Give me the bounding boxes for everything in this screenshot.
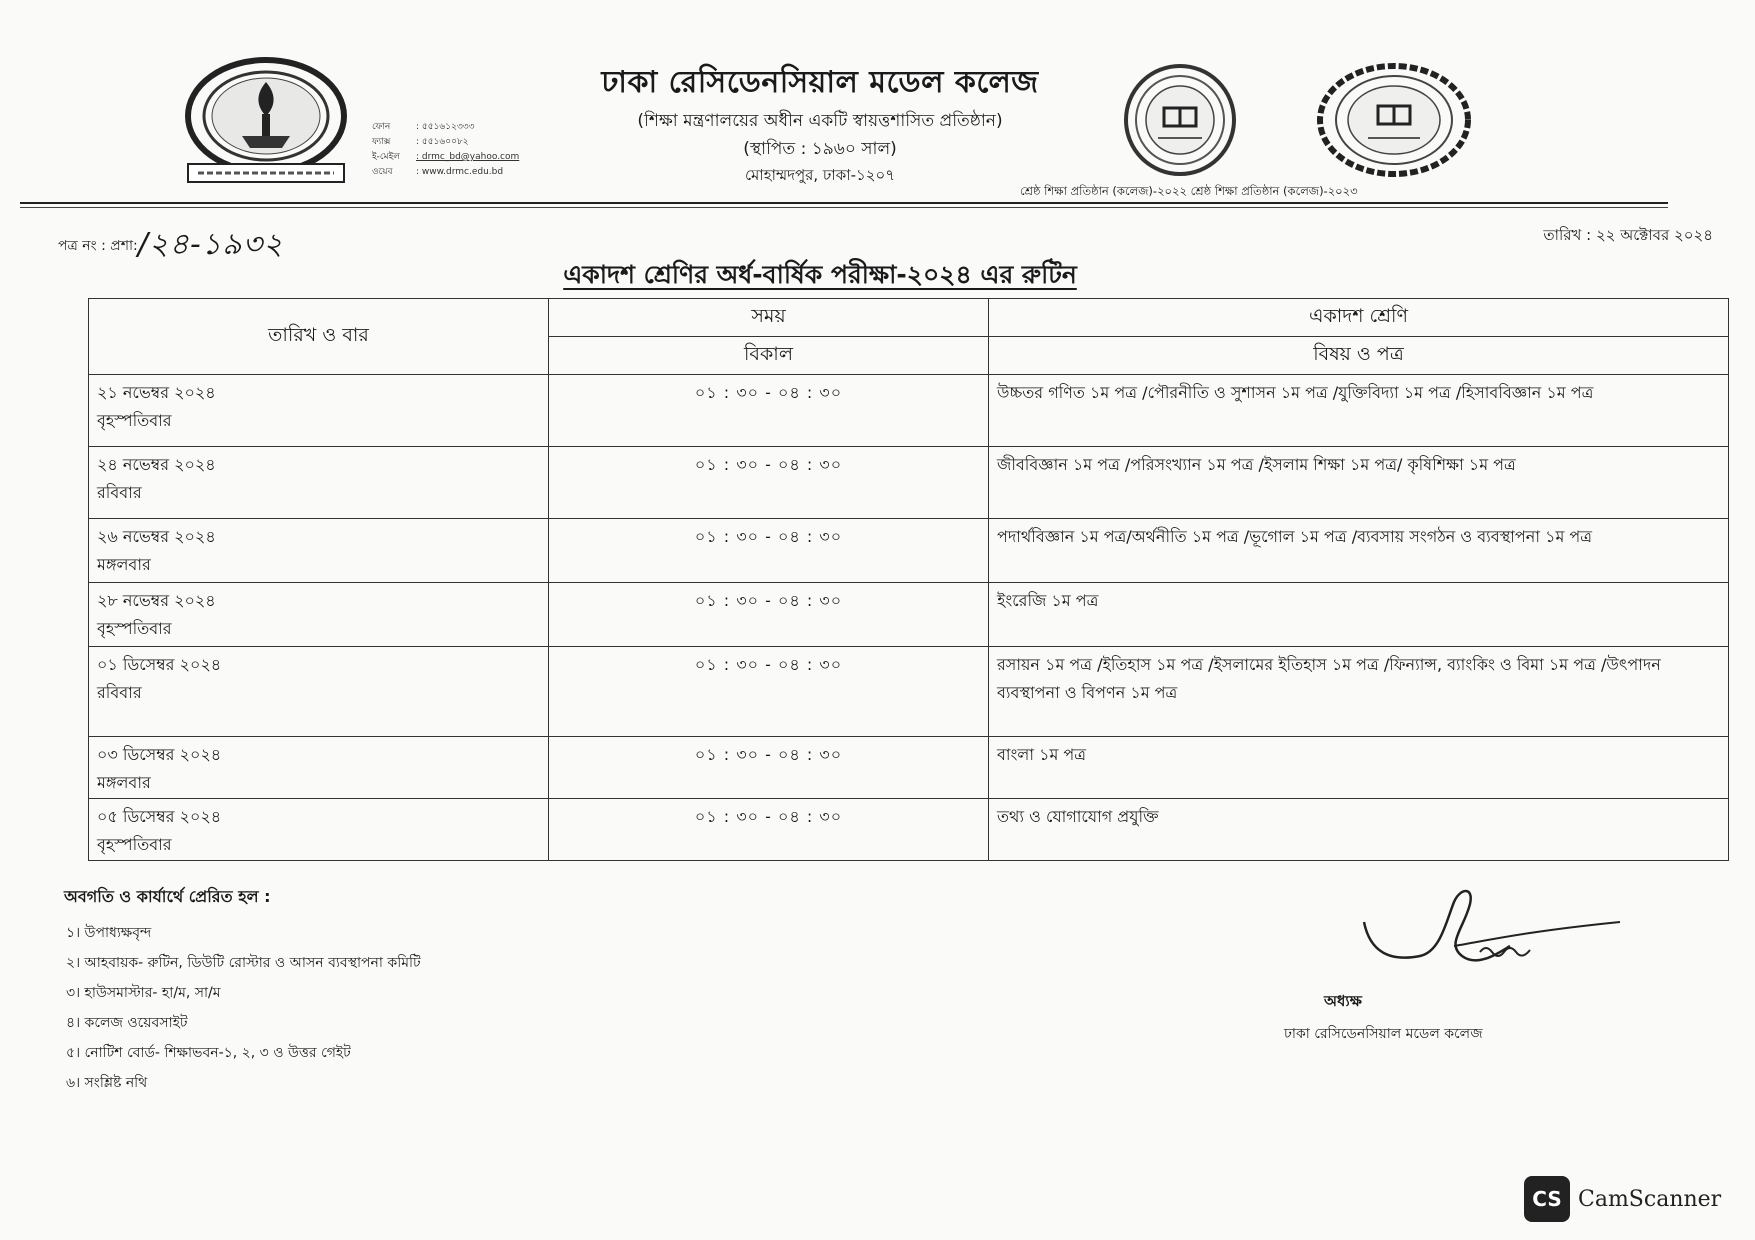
- date-cell: ০১ ডিসেম্বর ২০২৪ রবিবার: [89, 647, 549, 737]
- time-cell: ০১ : ৩০ - ০৪ : ৩০: [549, 647, 989, 737]
- awards-caption: শ্রেষ্ঠ শিক্ষা প্রতিষ্ঠান (কলেজ)-২০২২ শ্রেষ্ঠ শিক্ষা প্রতিষ্ঠান (কলেজ)-২০২৩: [1020, 184, 1358, 198]
- college-logo-icon: [182, 56, 350, 188]
- table-row: [89, 583, 1729, 647]
- table-row: [89, 799, 1729, 861]
- issue-date: তারিখ : ২২ অক্টোবর ২০২৪: [1543, 226, 1713, 244]
- subject-cell: রসায়ন ১ম পত্র /ইতিহাস ১ম পত্র /ইসলামের ইতিহাস ১ম পত্র /ফিন্যান্স, ব্যাংকিং ও বিমা ১ম পত্র /উৎপাদন ব্যবস্থাপনা ও বিপণন ১ম পত্র: [989, 647, 1729, 737]
- time-cell: ০১ : ৩০ - ০৪ : ৩০: [549, 375, 989, 447]
- list-item: ৬। সংশ্লিষ্ট নথি: [66, 1075, 148, 1091]
- list-item: ১। উপাধ্যক্ষবৃন্দ: [66, 925, 152, 941]
- date-cell: ২৮ নভেম্বর ২০২৪ বৃহস্পতিবার: [89, 583, 549, 647]
- time-cell: ০১ : ৩০ - ০৪ : ৩০: [549, 737, 989, 799]
- header-subject-paper: বিষয় ও পত্র: [989, 337, 1729, 375]
- contact-web: ওয়েব : www.drmc.edu.bd: [372, 167, 504, 177]
- contact-fax: ফ্যাক্স : ৫৫১৬০০৮২: [372, 137, 469, 147]
- principal-signature-icon: [1350, 882, 1640, 982]
- header-time-afternoon: বিকাল: [549, 337, 989, 375]
- list-item: ২। আহবায়ক- রুটিন, ডিউটি রোস্টার ও আসন ব্যবস্থাপনা কমিটি: [66, 955, 421, 971]
- table-row: [89, 519, 1729, 583]
- college-name: ঢাকা রেসিডেনসিয়াল মডেল কলেজ: [601, 65, 1039, 100]
- list-item: ৩। হাউসমাস্টার- হা/ম, সা/ম: [66, 985, 221, 1001]
- subject-cell: জীববিজ্ঞান ১ম পত্র /পরিসংখ্যান ১ম পত্র /ইসলাম শিক্ষা ১ম পত্র/ কৃষিশিক্ষা ১ম পত্র: [989, 447, 1729, 519]
- contact-block: [372, 120, 572, 180]
- contact-phone: ফোন : ৫৫১৬১২৩৩৩: [372, 122, 475, 132]
- date-cell: ২১ নভেম্বর ২০২৪ বৃহস্পতিবার: [89, 375, 549, 447]
- date-cell: ০৩ ডিসেম্বর ২০২৪ মঙ্গলবার: [89, 737, 549, 799]
- award-seal-2022-icon: [1122, 62, 1238, 178]
- time-cell: ০১ : ৩০ - ০৪ : ৩০: [549, 799, 989, 861]
- time-cell: ০১ : ৩০ - ০৪ : ৩০: [549, 583, 989, 647]
- contact-email: ই-মেইল : drmc_bd@yahoo.com: [372, 152, 520, 162]
- document-title-text: একাদশ শ্রেণির অর্ধ-বার্ষিক পরীক্ষা-২০২৪ এর রুটিন: [563, 260, 1077, 289]
- list-item: ৫। নোটিশ বোর্ড- শিক্ষাভবন-১, ২, ৩ ও উত্তর গেইট: [66, 1045, 351, 1061]
- table-row: [89, 647, 1729, 737]
- date-cell: ২৪ নভেম্বর ২০২৪ রবিবার: [89, 447, 549, 519]
- table-row: [89, 447, 1729, 519]
- distribution-list: [66, 918, 421, 1098]
- college-address: মোহাম্মদপুর, ঢাকা-১২০৭: [744, 166, 896, 184]
- exam-routine-table: [88, 298, 1729, 861]
- document-title: [320, 255, 1320, 298]
- table-row: [89, 375, 1729, 447]
- principal-title: অধ্যক্ষ: [1324, 992, 1362, 1010]
- college-subtitle: (শিক্ষা মন্ত্রণালয়ের অধীন একটি স্বায়ত্তশাসিত প্রতিষ্ঠান): [637, 111, 1003, 131]
- camscanner-label: CamScanner: [1578, 1186, 1722, 1212]
- header-divider-thin: [20, 207, 1668, 208]
- distribution-heading: অবগতি ও কার্যার্থে প্রেরিত হল :: [64, 887, 271, 906]
- college-established: (স্থাপিত : ১৯৬০ সাল): [743, 139, 897, 159]
- table-row: [89, 737, 1729, 799]
- subject-cell: ইংরেজি ১ম পত্র: [989, 583, 1729, 647]
- list-item: ৪। কলেজ ওয়েবসাইট: [66, 1015, 188, 1031]
- time-cell: ০১ : ৩০ - ০৪ : ৩০: [549, 447, 989, 519]
- award-seal-2023-icon: [1316, 62, 1472, 178]
- subject-cell: বাংলা ১ম পত্র: [989, 737, 1729, 799]
- subject-cell: পদার্থবিজ্ঞান ১ম পত্র/অর্থনীতি ১ম পত্র /ভূগোল ১ম পত্র /ব্যবসায় সংগঠন ও ব্যবস্থাপনা ১ম পত্র: [989, 519, 1729, 583]
- header-class: একাদশ শ্রেণি: [989, 299, 1729, 337]
- memo-handwritten-number: /২৪-১৯৩২: [137, 227, 284, 262]
- memo-number: [58, 220, 284, 271]
- memo-label: পত্র নং : প্রশা:: [58, 238, 138, 254]
- time-cell: ০১ : ৩০ - ০৪ : ৩০: [549, 519, 989, 583]
- date-cell: ০৫ ডিসেম্বর ২০২৪ বৃহস্পতিবার: [89, 799, 549, 861]
- subject-cell: তথ্য ও যোগাযোগ প্রযুক্তি: [989, 799, 1729, 861]
- camscanner-watermark: [1524, 1176, 1721, 1222]
- header-time: সময়: [549, 299, 989, 337]
- principal-organization: ঢাকা রেসিডেনসিয়াল মডেল কলেজ: [1284, 1026, 1483, 1042]
- subject-cell: উচ্চতর গণিত ১ম পত্র /পৌরনীতি ও সুশাসন ১ম পত্র /যুক্তিবিদ্যা ১ম পত্র /হিসাববিজ্ঞান ১ম পত্র: [989, 375, 1729, 447]
- date-cell: ২৬ নভেম্বর ২০২৪ মঙ্গলবার: [89, 519, 549, 583]
- header-divider: [20, 202, 1668, 204]
- header-date-day: তারিখ ও বার: [89, 299, 549, 375]
- camscanner-logo-icon: CS: [1524, 1176, 1570, 1222]
